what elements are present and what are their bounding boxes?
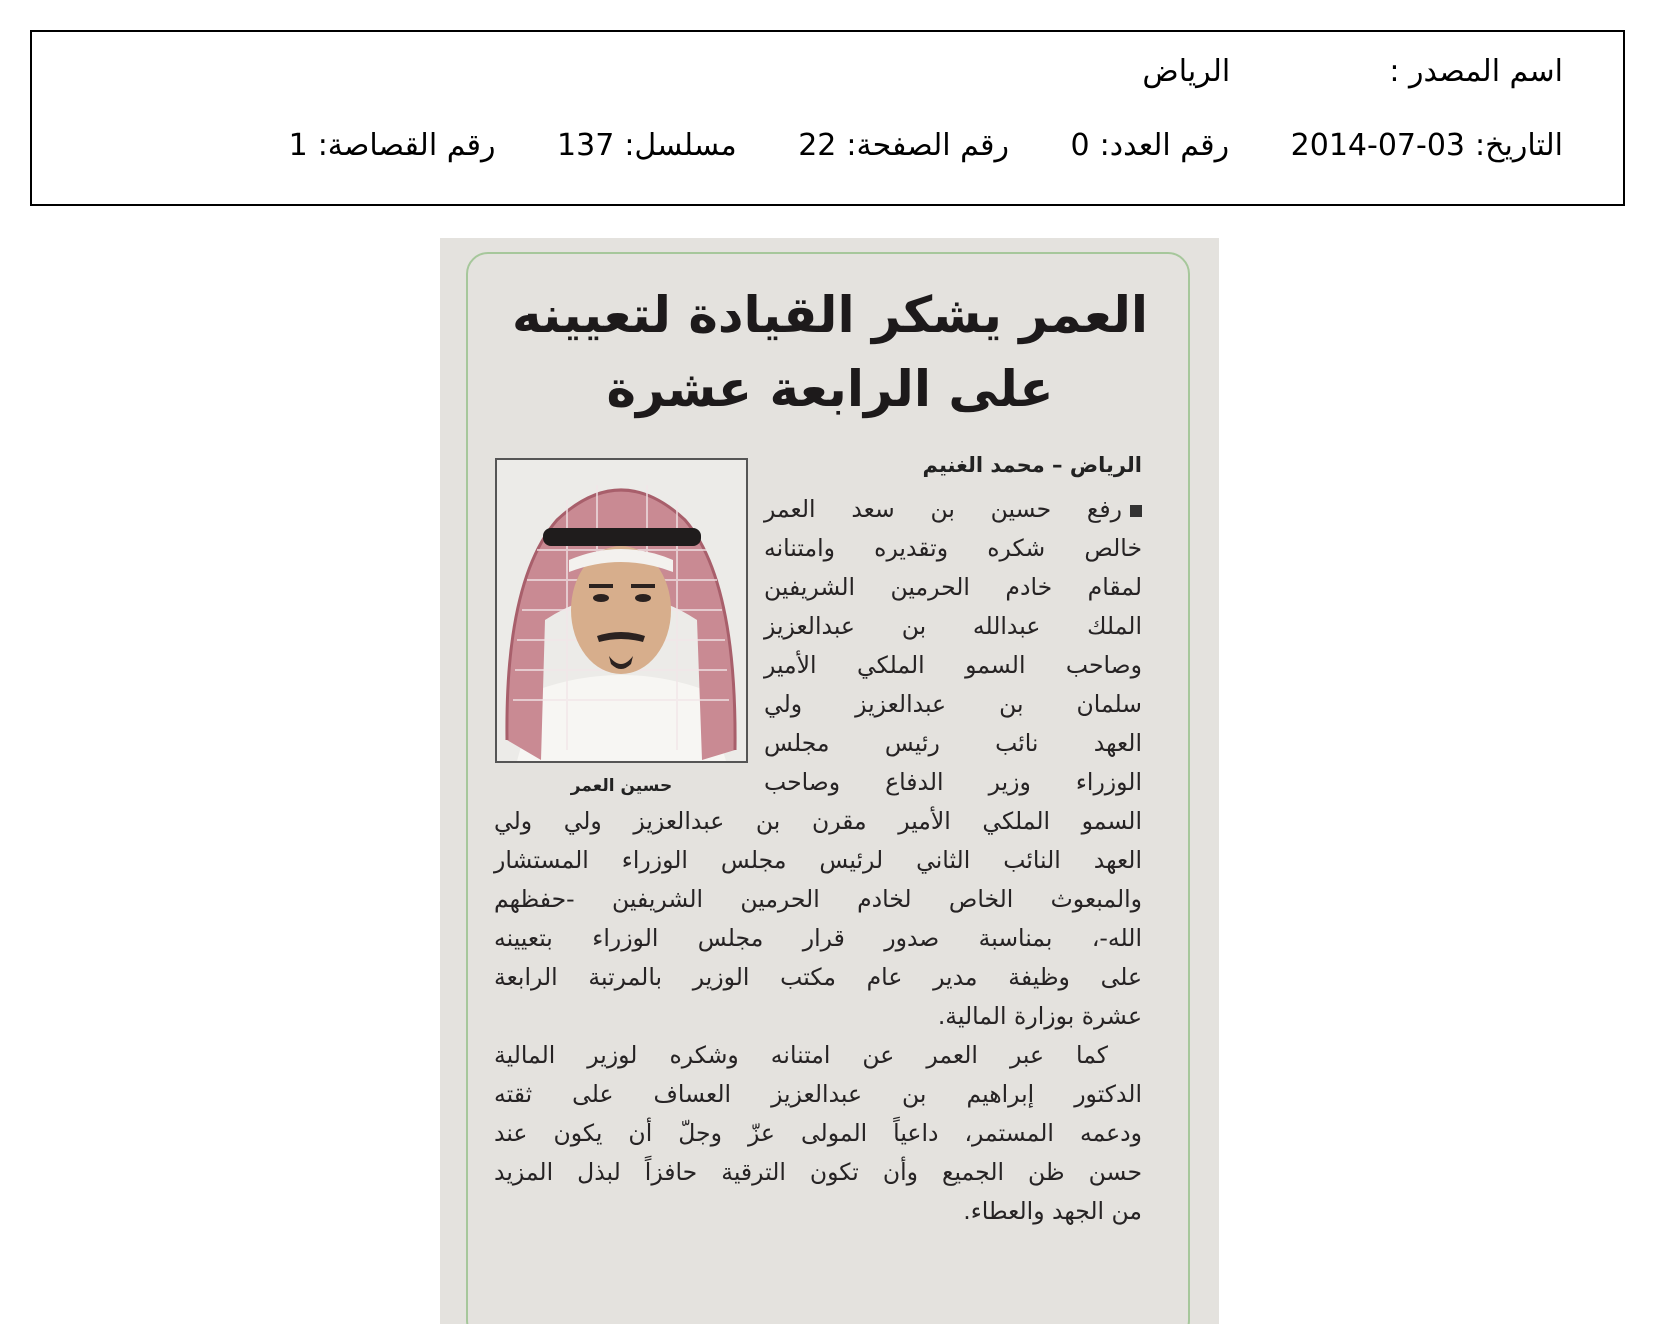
- clipping-metadata-box: [30, 30, 1625, 206]
- date-label: التاريخ:: [1475, 128, 1563, 163]
- body-line: على وظيفة مدير عام مكتب الوزير بالمرتبة الرابعة: [494, 963, 1142, 991]
- source-value: الرياض: [1142, 54, 1231, 89]
- body-line: ودعمه المستمر، داعياً المولى عزّ وجلّ أن يكون عند: [494, 1119, 1142, 1147]
- byline: الرياض – محمد الغنيم: [922, 453, 1142, 477]
- clip-number-label: رقم القصاصة:: [317, 128, 496, 163]
- body-line: الله-، بمناسبة صدور قرار مجلس الوزراء بتعيينه: [494, 924, 1142, 952]
- body-line: الوزراء وزير الدفاع وصاحب: [764, 768, 1142, 796]
- body-line: وصاحب السمو الملكي الأمير: [764, 651, 1142, 679]
- body-line: الملك عبدالله بن عبدالعزيز: [764, 612, 1142, 640]
- serial-field: [557, 128, 737, 163]
- source-row: [1090, 54, 1563, 89]
- newspaper-clipping: [440, 238, 1219, 1324]
- body-line: العهد النائب الثاني لرئيس مجلس الوزراء المستشار: [494, 846, 1142, 874]
- date-field: [1291, 128, 1563, 163]
- body-line: رفع حسين بن سعد العمر: [764, 490, 1142, 529]
- serial-label: مسلسل:: [624, 128, 737, 163]
- issue-value: 0: [1070, 128, 1090, 163]
- page-label: رقم الصفحة:: [846, 128, 1009, 163]
- page-field: [798, 128, 1009, 163]
- body-line: العهد نائب رئيس مجلس: [764, 729, 1142, 757]
- details-row: [237, 128, 1563, 163]
- headline-line-2: على الرابعة عشرة: [606, 360, 1054, 418]
- page-value: 22: [798, 128, 837, 163]
- bullet-square-icon: [1130, 505, 1142, 517]
- clip-number-value: 1: [288, 128, 308, 163]
- headline-line-1: العمر يشكر القيادة لتعيينه: [511, 286, 1149, 344]
- serial-value: 137: [557, 128, 615, 163]
- body-line: والمبعوث الخاص لخادم الحرمين الشريفين -حفظهم: [494, 885, 1142, 913]
- date-value: 2014-07-03: [1290, 128, 1466, 163]
- body-line: السمو الملكي الأمير مقرن بن عبدالعزيز ولي ولي: [494, 807, 1142, 835]
- body-line: من الجهد والعطاء.: [963, 1197, 1142, 1225]
- clip-number-field: [289, 128, 496, 163]
- body-line: حسن ظن الجميع وأن تكون الترقية حافزاً لبذل المزيد: [494, 1158, 1142, 1186]
- body-line: سلمان بن عبدالعزيز ولي: [764, 690, 1142, 718]
- portrait-photo: [495, 458, 748, 763]
- issue-field: [1071, 128, 1230, 163]
- article-body-narrow-column: [764, 490, 1142, 802]
- body-line: خالص شكره وتقديره وامتنانه: [764, 534, 1142, 562]
- body-line: كما عبر العمر عن امتنانه وشكره لوزير المالية: [494, 1041, 1108, 1069]
- body-line: عشرة بوزارة المالية.: [937, 1002, 1142, 1030]
- source-label: اسم المصدر :: [1389, 54, 1563, 89]
- portrait-illustration: [497, 460, 746, 761]
- body-line: لمقام خادم الحرمين الشريفين: [764, 573, 1142, 601]
- body-line: الدكتور إبراهيم بن عبدالعزيز العساف على ثقته: [494, 1080, 1142, 1108]
- photo-caption: حسين العمر: [570, 776, 673, 796]
- article-body-wide-column: [494, 802, 1142, 1231]
- issue-label: رقم العدد:: [1099, 128, 1230, 163]
